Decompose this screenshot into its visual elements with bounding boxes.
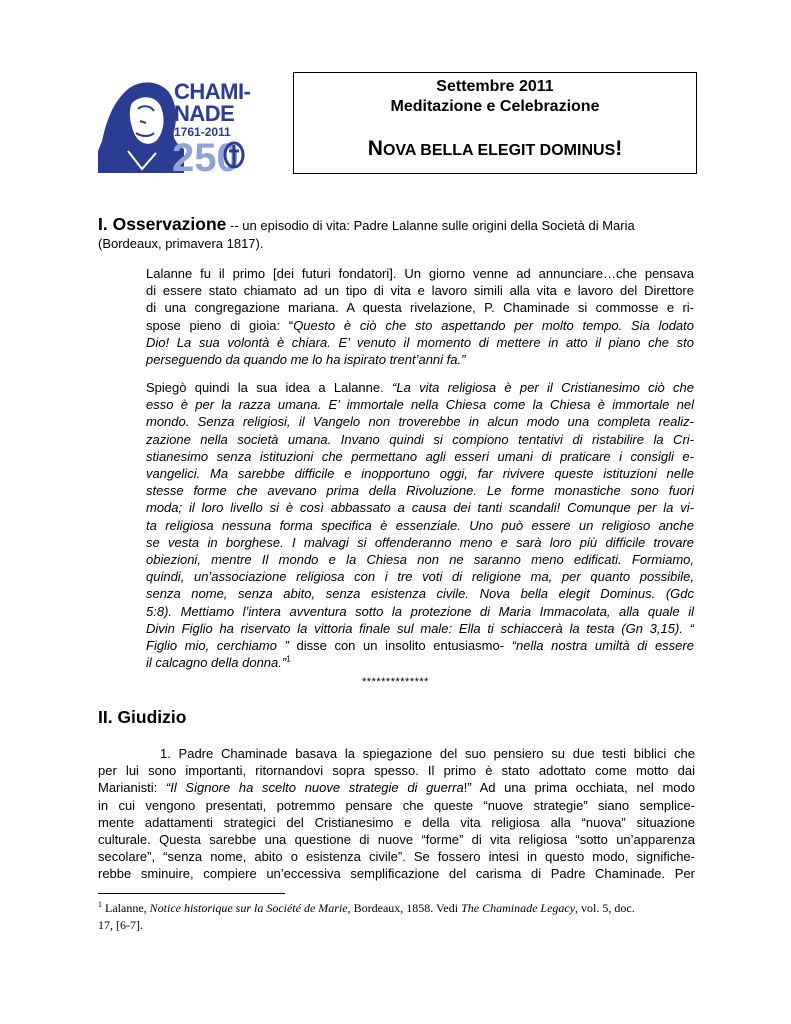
text-span: !” Ad una prima occhiata, nel modo <box>463 780 695 796</box>
header-title-initial: N <box>367 137 383 160</box>
quote-paragraph-1 <box>146 265 694 368</box>
text-line: culturale. Questa sarebbe una questione di nuove “forme” di vita religiosa “sotto un’apparenza <box>98 832 695 848</box>
text-line: perseguendo da quando me lo ha ispirato trent’anni fa.” <box>146 352 466 368</box>
text-span: Marianisti: <box>98 780 166 796</box>
italic-span: Figlio mio, cerchiamo ” <box>146 638 289 654</box>
text-span: Spiegò quindi la sua idea a Lalanne. <box>146 380 393 395</box>
text-line: per lui sono importanti, ritornandovi sopra spesso. Il primo è stato adottato come motto dai <box>98 763 695 779</box>
text-line <box>146 379 694 396</box>
text-line: 5:8). Mettiamo l’intera avventura sotto la protezione di Maria Immacolata, alla quale il <box>146 603 694 619</box>
header-title <box>294 136 696 164</box>
section2-heading: II. Giudizio <box>98 707 187 727</box>
text-line <box>146 654 694 671</box>
separator-stars: ************** <box>362 676 429 688</box>
text-line: stianesimo senza istituzioni che permettano agli esseri umani di praticare i consigli e- <box>146 448 694 464</box>
text-line: di una congregazione mariana. A questa rivelazione, P. Chaminade si commosse e ri- <box>146 300 694 316</box>
text-line: vangelici. Ma sarebbe difficile e inopportuno oggi, far rivivere queste istituzioni nelle <box>146 466 694 482</box>
section1-heading: I. Osservazione <box>98 214 227 234</box>
chaminade-250-logo <box>98 73 251 173</box>
footnote-text: Lalanne, <box>102 901 150 915</box>
svg-text:250: 250 <box>172 136 239 173</box>
text-line <box>146 637 694 654</box>
text-line: stesse forme che avevano prima della Rivoluzione. Le forme monastiche sono fuori <box>146 483 694 499</box>
italic-span: “La vita religiosa è per il Cristianesimo ciò che <box>392 380 694 395</box>
text-line: Divin Figlio ha riservato la vittoria finale sul male: Ella ti schiaccerà la testa (Gn 3,15). “ <box>146 620 694 636</box>
text-line: mondo. Senza religiosi, il Vangelo non troverebbe in alcun modo una completa realiz- <box>146 414 694 430</box>
text-line: quindi, un’associazione religiosa con i tre voti di religione ma, per quanto possibile, <box>146 569 694 585</box>
italic-span: “nella nostra umiltà di essere <box>511 638 694 654</box>
section1-intro <box>98 215 698 253</box>
text-line: Lalanne fu il primo [dei futuri fondatori]. Un giorno venne ad annunciare…che pensava <box>146 266 694 281</box>
italic-span: Questo è ciò che sto aspettando per molto tempo. Sia lodato <box>293 317 694 333</box>
text-line: in cui vengono presentati, potremmo pensare che queste “nuove strategie” siano semplice- <box>98 797 695 813</box>
header-title-exclamation: ! <box>615 137 623 160</box>
text-line: zazione nella società umana. Invano quindi si compiono tentativi di ristabilire la Cri- <box>146 431 694 447</box>
logo-title-line1: CHAMI- <box>174 79 251 104</box>
footnote-title: The Chaminade Legacy <box>461 901 576 915</box>
quote-paragraph-2 <box>146 379 694 671</box>
text-line: Dio! La sua volontà è chiara. E’ venuto il momento di mettere in atto il piano che sto <box>146 334 694 350</box>
footnote-text: Bordeaux, 1858. Vedi <box>350 901 462 915</box>
section1-intro-line2: (Bordeaux, primavera 1817). <box>98 236 264 251</box>
header-title-rest: OVA BELLA ELEGIT DOMINUS <box>382 142 616 159</box>
logo-years: 1761-2011 <box>174 125 231 139</box>
footnote-rule <box>98 893 285 894</box>
footnote <box>98 900 698 934</box>
footnote-line1 <box>98 900 698 917</box>
text-line: secolare”, “senza nome, abito o esistenza civile”. Se fossero intesi in questo modo, significhe- <box>98 849 695 865</box>
footnote-title: Notice historique sur la Société de Marie, <box>149 901 351 915</box>
section1-intro-text: -- un episodio di vita: Padre Lalanne sulle origini della Società di Maria <box>226 218 635 233</box>
footnote-ref[interactable]: 1 <box>286 654 291 664</box>
text-line: di essere stato chiamato ad un tipo di vita e lavoro simili alla vita e lavoro del Direttore <box>146 283 694 299</box>
footnote-marker: 1 <box>98 900 102 909</box>
text-line <box>98 779 695 796</box>
text-line <box>146 317 694 334</box>
text-span: disse con un insolito entusiasmo- <box>288 638 512 654</box>
text-line: 1. Padre Chaminade basava la spiegazione del suo pensiero su due testi biblici che <box>98 746 695 761</box>
text-line: rebbe sminuire, compiere un’eccessiva semplificazione del carisma di Padre Chaminade. Per <box>98 866 695 882</box>
logo-title-line2: NADE <box>174 101 235 126</box>
footnote-line2: 17, [6-7]. <box>98 918 143 932</box>
header-subtitle: Meditazione e Celebrazione <box>390 98 600 115</box>
text-line: senza nome, senza abito, senza esistenza civile. Nova bella elegit Dominus. (Gdc <box>146 586 694 602</box>
section2-paragraph <box>98 745 695 883</box>
header-box <box>293 72 697 174</box>
text-line: mente adattamenti strategici del Cristianesimo e della vita religiosa alla “nuova” situazione <box>98 814 695 830</box>
text-span: spose pieno di gioia: “ <box>146 317 294 333</box>
italic-span: il calcagno della donna.” <box>146 655 287 671</box>
header-date: Settembre 2011 <box>436 78 554 95</box>
text-line: ta religiosa nessuna forma specifica è essenziale. Uno può essere un religioso anche <box>146 517 694 533</box>
footnote-text: , vol. 5, doc. <box>575 901 635 915</box>
text-line: se vesta in borghese. I malvagi si offenderanno meno e sarà loro più difficile trovare <box>146 534 694 550</box>
text-line: obiezioni, mentre Il mondo e la Chiesa non ne saranno meno edificati. Formiamo, <box>146 552 694 568</box>
text-line: moda; il loro livello si è così abbassato a causa dei tanti scandali! Comunque per la vi- <box>146 500 694 516</box>
italic-span: “Il Signore ha scelto nuove strategie di guerra <box>165 780 464 796</box>
text-line: esso è per la razza umana. E’ immortale nella Chiesa come la Chiesa è immortale nel <box>146 397 694 413</box>
